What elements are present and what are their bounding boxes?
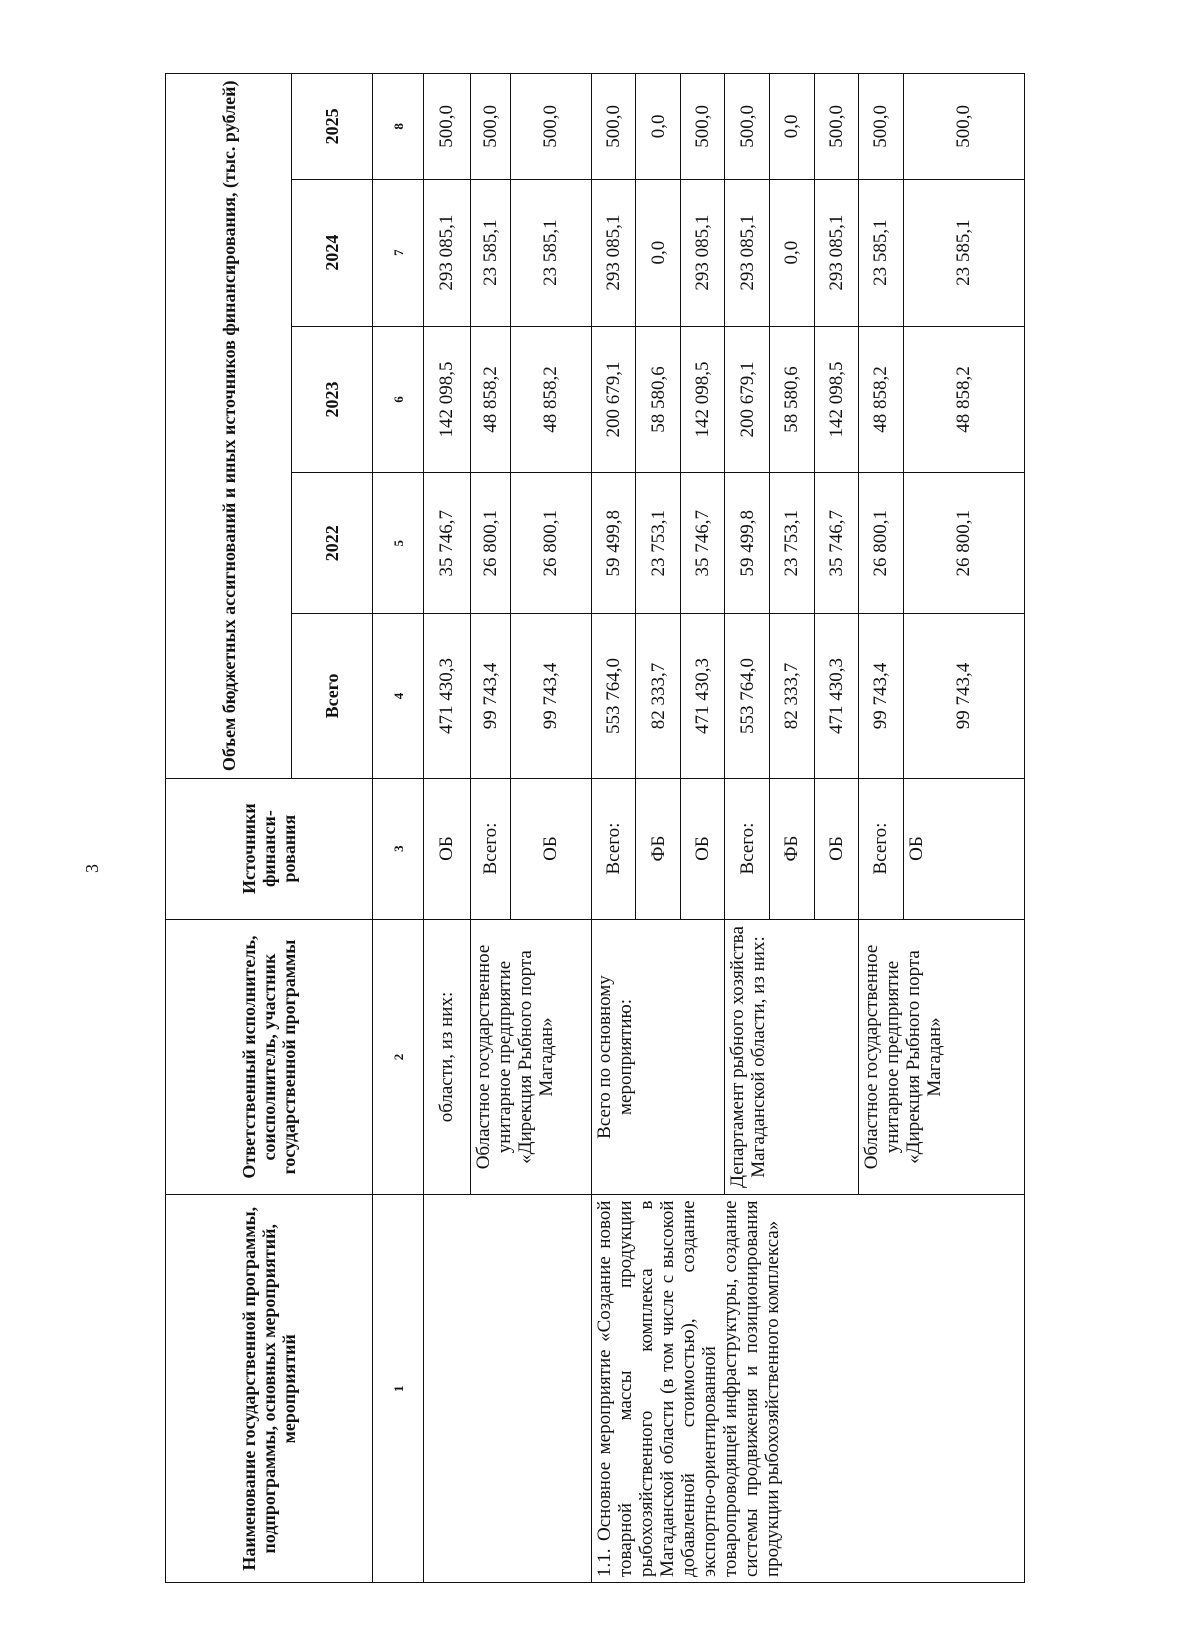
value-cell: 58 580,6 [769,326,814,473]
value-cell: 26 800,1 [470,473,510,614]
header-source: Источники финанси-рования [166,778,373,919]
value-cell: 200 679,1 [725,326,770,473]
source-cell: ОБ [680,778,725,919]
value-cell: 35 746,7 [814,473,859,614]
source-cell: Всего: [725,778,770,919]
col-num: 4 [373,614,424,778]
value-cell: 553 764,0 [725,614,770,778]
value-cell: 48 858,2 [859,326,904,473]
source-cell: Всего: [591,778,636,919]
value-cell: 23 585,1 [859,179,904,326]
source-cell: Всего: [470,778,510,919]
value-cell: 48 858,2 [903,326,1024,473]
executor-cell: Областное государственное унитарное предприятие «Дирекция Рыбного порта Магадан» [470,919,591,1195]
col-num: 3 [373,778,424,919]
value-cell: 142 098,5 [680,326,725,473]
col-num: 2 [373,919,424,1195]
value-cell: 82 333,7 [769,614,814,778]
value-cell: 471 430,3 [680,614,725,778]
col-num: 7 [373,179,424,326]
header-year: 2024 [292,179,373,326]
value-cell: 58 580,6 [636,326,681,473]
value-cell: 0,0 [769,179,814,326]
value-cell: 471 430,3 [423,614,470,778]
source-cell: Всего: [859,778,904,919]
table-row [591,74,636,1583]
header-year: 2022 [292,473,373,614]
source-cell: ОБ [423,778,470,919]
header-row [166,74,292,1583]
value-cell: 293 085,1 [814,179,859,326]
value-cell: 0,0 [636,74,681,180]
measure-name-cell: 1.1. Основное мероприятие «Создание новой товарной массы продукции рыбохозяйственного комплекса в Магаданской области (в том числе с высокой добавленной стоимостью), создание экспортно-ориентированной товаропроводящей инфраструктуры, создание системы продвижения и позиционирования продукции рыбохозяйственного комплекса» [591,1195,1024,1583]
value-cell: 99 743,4 [470,614,510,778]
value-cell: 0,0 [636,179,681,326]
table-row [423,74,470,1583]
value-cell: 500,0 [591,74,636,180]
value-cell: 59 499,8 [725,473,770,614]
header-executor: Ответственный исполнитель, соисполнитель, участник государственной программы [166,919,373,1195]
value-cell: 500,0 [903,74,1024,180]
header-year: Всего [292,614,373,778]
executor-cell: области, из них: [423,919,470,1195]
source-cell: ФБ [769,778,814,919]
source-cell: ОБ [510,778,591,919]
value-cell: 293 085,1 [680,179,725,326]
value-cell: 23 585,1 [470,179,510,326]
value-cell: 23 585,1 [903,179,1024,326]
value-cell: 48 858,2 [470,326,510,473]
value-cell: 99 743,4 [903,614,1024,778]
executor-cell: Областное государственное унитарное предприятие «Дирекция Рыбного порта Магадан» [859,919,1025,1195]
value-cell: 23 585,1 [510,179,591,326]
value-cell: 142 098,5 [423,326,470,473]
value-cell: 99 743,4 [859,614,904,778]
value-cell: 500,0 [680,74,725,180]
value-cell: 26 800,1 [510,473,591,614]
col-num: 8 [373,74,424,180]
value-cell: 0,0 [769,74,814,180]
value-cell: 500,0 [859,74,904,180]
empty-cell [423,1195,591,1583]
col-num: 5 [373,473,424,614]
value-cell: 48 858,2 [510,326,591,473]
value-cell: 23 753,1 [636,473,681,614]
funding-table [165,73,1025,1583]
value-cell: 23 753,1 [769,473,814,614]
value-cell: 293 085,1 [423,179,470,326]
value-cell: 142 098,5 [814,326,859,473]
value-cell: 99 743,4 [510,614,591,778]
value-cell: 59 499,8 [591,473,636,614]
header-program-name: Наименование государственной программы, подпрограммы, основных мероприятий, мероприятий [166,1195,373,1583]
value-cell: 500,0 [814,74,859,180]
value-cell: 500,0 [423,74,470,180]
page-number: 3 [82,864,102,873]
header-volume: Объем бюджетных ассигнований и иных источников финансирования, (тыс. рублей) [166,74,292,779]
value-cell: 293 085,1 [591,179,636,326]
value-cell: 26 800,1 [859,473,904,614]
value-cell: 200 679,1 [591,326,636,473]
value-cell: 471 430,3 [814,614,859,778]
executor-cell: Всего по основному мероприятию: [591,919,725,1195]
value-cell: 26 800,1 [903,473,1024,614]
source-cell: ФБ [636,778,681,919]
value-cell: 35 746,7 [423,473,470,614]
value-cell: 82 333,7 [636,614,681,778]
source-cell: ОБ [814,778,859,919]
value-cell: 293 085,1 [725,179,770,326]
value-cell: 500,0 [510,74,591,180]
source-cell: ОБ [903,778,1024,919]
col-num: 6 [373,326,424,473]
value-cell: 553 764,0 [591,614,636,778]
executor-cell: Департамент рыбного хозяйства Магаданской области, из них: [725,919,859,1195]
col-num: 1 [373,1195,424,1583]
value-cell: 500,0 [470,74,510,180]
value-cell: 35 746,7 [680,473,725,614]
header-year: 2023 [292,326,373,473]
rotated-table-wrapper [165,73,1025,1583]
header-year: 2025 [292,74,373,180]
value-cell: 500,0 [725,74,770,180]
column-number-row [373,74,424,1583]
